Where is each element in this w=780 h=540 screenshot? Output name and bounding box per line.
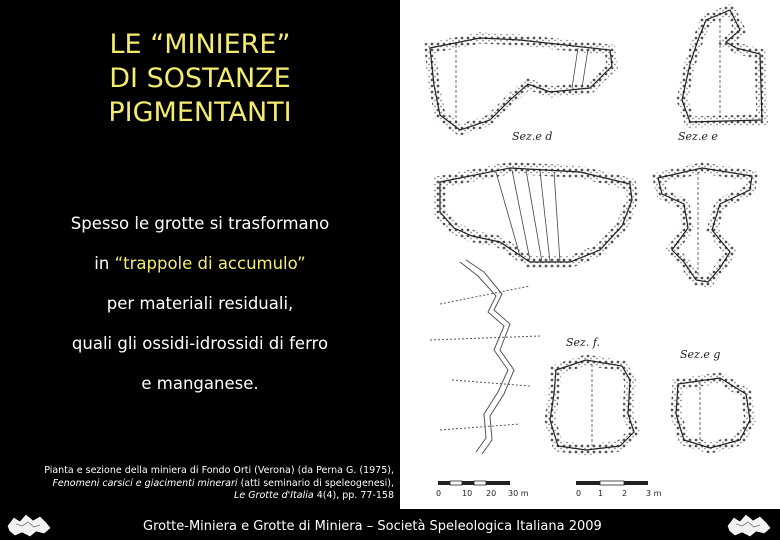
body-line-3: per materiali residuali, xyxy=(106,294,294,313)
label-sez-f: Sez. f. xyxy=(566,336,601,349)
body-line-2-start: in xyxy=(94,254,115,273)
body-text xyxy=(0,208,400,408)
scale-left-30m: 30 m xyxy=(508,489,529,498)
figure-caption xyxy=(6,465,394,503)
section-top-right xyxy=(682,10,762,122)
slide-title xyxy=(0,28,400,130)
mine-plan xyxy=(430,260,540,454)
scale-left-20: 20 xyxy=(486,489,497,498)
body-line-2 xyxy=(0,248,400,288)
scale-right-1: 1 xyxy=(598,489,604,498)
title-line-3: PIGMENTANTI xyxy=(108,97,292,128)
caption-book-title: Fenomeni carsici e giacimenti minerari xyxy=(52,477,238,489)
sections-svg xyxy=(400,0,780,509)
body-line-1: Spesso le grotte si trasformano xyxy=(70,214,330,233)
section-f xyxy=(550,360,634,450)
scale-right-0: 0 xyxy=(576,489,582,498)
scale-left-0: 0 xyxy=(436,489,442,498)
section-e xyxy=(658,168,752,282)
footer-text: Grotte-Miniera e Grotte di Miniera – Società Speleologica Italiana 2009 xyxy=(143,519,602,534)
label-sez-g: Sez.e g xyxy=(680,348,721,361)
scale-left-10: 10 xyxy=(462,489,473,498)
section-top-left xyxy=(430,38,612,130)
scale-right-3m: 3 m xyxy=(646,489,662,498)
caption-line-2-rest: (atti seminario di speleogenesi), xyxy=(237,477,394,489)
scale-right-2: 2 xyxy=(622,489,628,498)
title-line-1: LE “MINIERE” xyxy=(109,29,291,60)
scale-bar-right xyxy=(576,481,662,498)
scale-bar-left xyxy=(436,481,529,498)
body-line-5: e manganese. xyxy=(141,374,259,393)
label-sez-d: Sez.e d xyxy=(512,130,553,143)
caption-journal: Le Grotte d'Italia xyxy=(234,490,314,501)
caption-line-3-rest: 4(4), pp. 77-158 xyxy=(313,490,394,501)
label-sez-e: Sez.e e xyxy=(678,130,718,143)
caption-line-3 xyxy=(6,490,394,503)
caption-line-1: Pianta e sezione della miniera di Fondo Orti (Verona) (da Perna G. (1975), xyxy=(44,465,394,476)
cave-sections-drawing xyxy=(400,0,780,509)
highlight-text: “trappole di accumulo” xyxy=(114,254,306,273)
ssi-logo-icon xyxy=(6,512,52,538)
ssi-logo-right-icon xyxy=(726,512,772,538)
body-line-4: quali gli ossidi-idrossidi di ferro xyxy=(71,334,329,353)
section-d xyxy=(440,168,632,262)
caption-line-2 xyxy=(6,478,394,491)
section-g xyxy=(676,378,750,448)
title-line-2: DI SOSTANZE xyxy=(109,63,291,94)
